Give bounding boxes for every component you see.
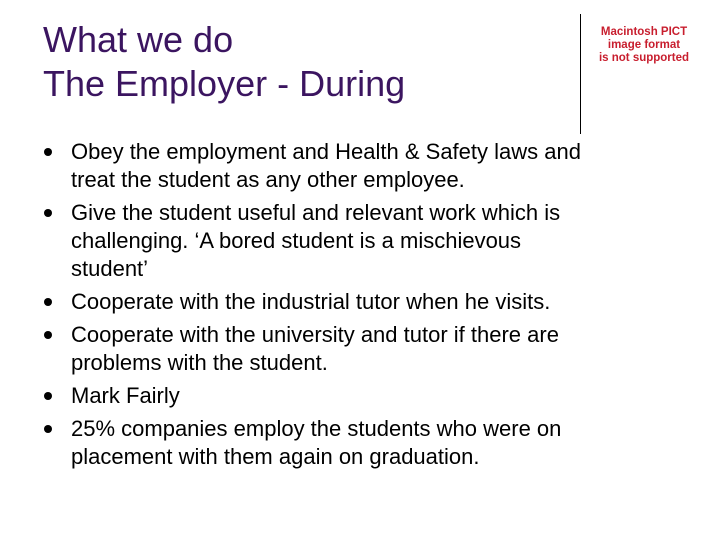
bullet-dot-icon (44, 298, 52, 306)
bullet-text-line: Cooperate with the university and tutor if there are (71, 322, 559, 347)
bullet-list (44, 138, 694, 471)
bullet-dot-icon (44, 392, 52, 400)
vertical-divider (580, 14, 581, 134)
bullet-dot-icon (44, 331, 52, 339)
bullet-item-reemployment (44, 415, 694, 471)
slide-title (43, 18, 405, 106)
bullet-item-obey-laws (44, 138, 694, 199)
bullet-dot-icon (44, 148, 52, 156)
placeholder-line-2: image format (607, 39, 681, 51)
bullet-text-line: 25% companies employ the students who were on (71, 416, 562, 441)
bullet-dot-icon (44, 425, 52, 433)
bullet-item-mark-fairly (44, 382, 694, 415)
bullet-item-industrial-tutor (44, 288, 694, 321)
bullet-item-university-tutor (44, 321, 694, 382)
bullet-text-line: problems with the student. (71, 350, 328, 375)
bullet-item-useful-work (44, 199, 694, 288)
bullet-text-line: Obey the employment and Health & Safety laws and (71, 139, 581, 164)
bullet-text-line: Mark Fairly (71, 383, 180, 408)
title-line-2: The Employer - During (43, 63, 406, 104)
unsupported-image-placeholder (584, 26, 704, 65)
bullet-dot-icon (44, 209, 52, 217)
bullet-text-line: Cooperate with the industrial tutor when he visits. (71, 289, 551, 314)
bullet-text-line: challenging. ‘A bored student is a mischievous (71, 228, 522, 253)
bullet-text-line: Give the student useful and relevant work which is (71, 200, 561, 225)
placeholder-line-1: Macintosh PICT (600, 26, 688, 38)
bullet-text-line: student’ (71, 256, 149, 281)
bullet-text-line: treat the student as any other employee. (71, 167, 465, 192)
bullet-text-line: placement with them again on graduation. (71, 444, 480, 469)
placeholder-line-3: is not supported (598, 52, 690, 64)
title-line-1: What we do (43, 19, 234, 60)
